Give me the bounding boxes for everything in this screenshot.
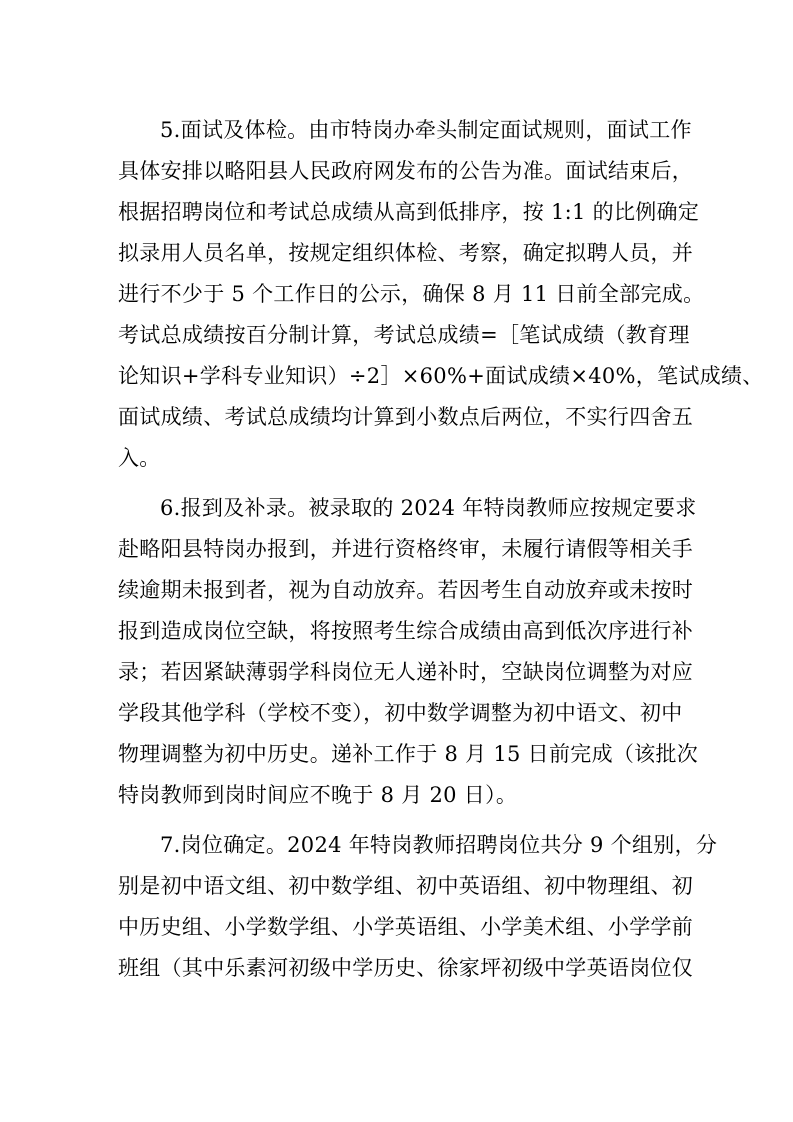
paragraph-line: 入。 [118,446,161,470]
paragraph-position-determination [118,825,718,989]
paragraph-line: 特岗教师到岗时间应不晚于 8 月 20 日）。 [118,783,518,807]
paragraph-line: 报到造成岗位空缺，将按照考生综合成绩由高到低次序进行补 [118,619,694,643]
paragraph-spacer [118,479,692,488]
paragraph-line: 根据招聘岗位和考试总成绩从高到低排序，按 1:1 的比例确定 [118,200,700,224]
paragraph-interview-and-medical [118,110,764,479]
paragraph-line: 赴略阳县特岗办报到，并进行资格终审，未履行请假等相关手 [118,537,694,561]
paragraph-line: 录；若因紧缺薄弱学科岗位无人递补时，空缺岗位调整为对应 [118,660,694,684]
paragraph-line: 5.面试及体检。由市特岗办牵头制定面试规则，面试工作 [160,118,692,142]
paragraph-line: 班组（其中乐素河初级中学历史、徐家坪初级中学英语岗位仅 [118,956,694,980]
paragraph-line: 论知识+学科专业知识）÷2］×60%+面试成绩×40%，笔试成绩、 [118,364,764,388]
paragraph-report-and-supplement [118,488,699,816]
paragraph-line: 别是初中语文组、初中数学组、初中英语组、初中物理组、初 [118,874,694,898]
document-body [118,110,764,989]
paragraph-spacer [118,816,692,825]
paragraph-line: 具体安排以略阳县人民政府网发布的公告为准。面试结束后， [118,159,694,183]
paragraph-line: 续逾期未报到者，视为自动放弃。若因考生自动放弃或未按时 [118,578,694,602]
paragraph-line: 考试总成绩按百分制计算，考试总成绩=［笔试成绩（教育理 [118,323,690,347]
paragraph-line: 面试成绩、考试总成绩均计算到小数点后两位，不实行四舍五 [118,405,694,429]
paragraph-line: 6.报到及补录。被录取的 2024 年特岗教师应按规定要求 [160,496,697,520]
paragraph-line: 进行不少于 5 个工作日的公示，确保 8 月 11 日前全部完成。 [118,282,705,306]
paragraph-line: 学段其他学科（学校不变），初中数学调整为初中语文、初中 [118,701,683,725]
paragraph-line: 7.岗位确定。2024 年特岗教师招聘岗位共分 9 个组别，分 [160,833,718,857]
paragraph-line: 拟录用人员名单，按规定组织体检、考察，确定拟聘人员，并 [118,241,694,265]
paragraph-line: 物理调整为初中历史。递补工作于 8 月 15 日前完成（该批次 [118,742,699,766]
paragraph-line: 中历史组、小学数学组、小学英语组、小学美术组、小学学前 [118,915,694,939]
